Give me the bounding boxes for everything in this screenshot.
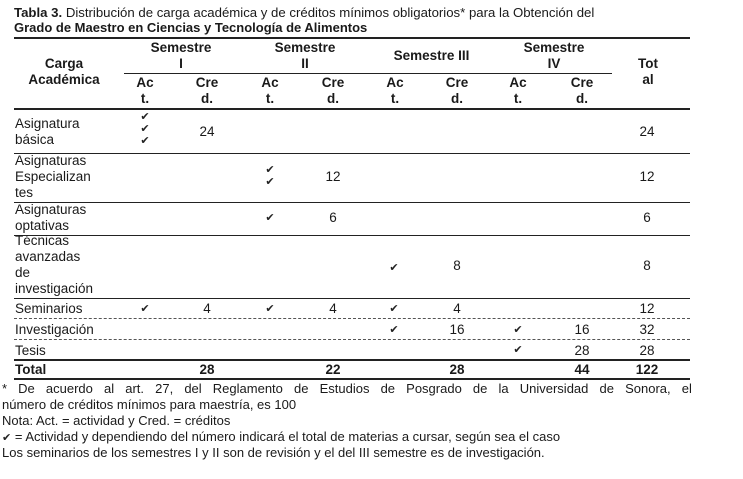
footnote-word: la (498, 381, 509, 396)
footnote-word: acuerdo (45, 381, 93, 396)
top-rule (14, 37, 690, 39)
subheader-cred-4: Cre d. (570, 75, 594, 106)
subheader-cred-2: Cre d. (321, 75, 345, 106)
caption-label: Tabla 3. (14, 5, 63, 20)
footnote-word: Posgrado (406, 381, 462, 396)
total-s3: 28 (449, 362, 465, 377)
footnote-word: * (2, 381, 8, 396)
cell-s3-cred: 16 (449, 322, 465, 337)
caption-title: Grado de Maestro en Ciencias y Tecnología de Alimentos (14, 20, 368, 35)
footnote-word: del (184, 381, 202, 396)
row-rule (14, 202, 690, 203)
cell-s1-cred: 24 (199, 124, 215, 139)
row-rule (14, 298, 690, 299)
footnote-word: al (104, 381, 115, 396)
cell-s3-cred: 8 (453, 258, 461, 273)
footnote-reglamento-line2: número de créditos mínimos para maestría, es 100 (2, 397, 297, 412)
footnote-word: art. (125, 381, 145, 396)
header-rule (14, 108, 690, 110)
row-label-seminarios: Seminarios (15, 301, 83, 316)
table-caption (14, 5, 729, 20)
footnote-reglamento (2, 381, 692, 397)
cell-s1-cred: 4 (203, 301, 211, 316)
row-rule (14, 339, 690, 340)
footnote-word: de (472, 381, 488, 396)
footnote-word: Universidad (519, 381, 589, 396)
total-s2: 22 (325, 362, 341, 377)
footnote-word: Reglamento (212, 381, 283, 396)
row-label-tecnicas-avanzadas: Técnicas avanzadas de investigación (15, 233, 94, 296)
row-label-asignatura-basica: Asignatura básica (15, 116, 80, 147)
check-icon: ✔ (140, 303, 150, 315)
cell-total: 28 (639, 343, 655, 358)
row-rule (14, 235, 690, 236)
check-icon: ✔ ✔ (265, 164, 275, 188)
check-icon: ✔ (513, 324, 523, 336)
row-rule (14, 153, 690, 154)
subheader-cred-3: Cre d. (445, 75, 469, 106)
cell-total: 6 (643, 210, 651, 225)
check-icon: ✔ (389, 324, 399, 336)
row-label-investigacion: Investigación (15, 322, 94, 337)
subheader-cred-1: Cre d. (195, 75, 219, 106)
bottom-rule (14, 378, 690, 380)
total-label: Total (15, 362, 47, 377)
total-rule (14, 359, 690, 361)
cell-total: 12 (639, 169, 655, 184)
subheader-act-1: Ac t. (136, 75, 154, 106)
semester-rule (124, 73, 612, 74)
check-icon: ✔ ✔ ✔ (140, 111, 150, 147)
footnote-word: Estudios (319, 381, 370, 396)
cell-total: 8 (643, 258, 651, 273)
cell-total: 12 (639, 301, 655, 316)
row-label-asignaturas-especializantes: Asignaturas Especializan tes (15, 153, 91, 200)
cell-s4-cred: 28 (574, 343, 590, 358)
footnote-word: 27, (155, 381, 174, 396)
subheader-act-2: Ac t. (261, 75, 279, 106)
cell-s2-cred: 12 (325, 169, 341, 184)
cell-total: 24 (639, 124, 655, 139)
check-icon: ✔ (265, 303, 275, 315)
header-semestre-4: Semestre IV (523, 40, 585, 71)
cell-s3-cred: 4 (453, 301, 461, 316)
footnote-word: de (294, 381, 309, 396)
check-icon: ✔ (2, 432, 12, 444)
footnote-word: de (380, 381, 396, 396)
footnote-word: De (18, 381, 35, 396)
total-s1: 28 (199, 362, 215, 377)
cell-s2-cred: 4 (329, 301, 337, 316)
check-icon: ✔ (389, 262, 399, 274)
header-semestre-3: Semestre III (393, 48, 470, 63)
check-icon: ✔ (513, 344, 523, 356)
footnote-word: Sonora, (625, 381, 671, 396)
header-total: Tot al (638, 56, 658, 87)
note-actividad-text: = Actividad y dependiendo del número indicará el total de materias a cursar, según sea el caso (14, 429, 561, 444)
row-label-tesis: Tesis (15, 343, 46, 358)
footnote-word: el (681, 381, 692, 396)
note-abreviaturas: Nota: Act. = actividad y Cred. = créditos (2, 413, 231, 428)
cell-s2-cred: 6 (329, 210, 337, 225)
check-icon: ✔ (389, 303, 399, 315)
note-seminarios: Los seminarios de los semestres I y II son de revisión y el del III semestre es de investigación. (2, 445, 545, 460)
cell-total: 32 (639, 322, 655, 337)
caption-text: Distribución de carga académica y de créditos mínimos obligatorios* para la Obtención del (65, 5, 595, 20)
note-actividad (2, 429, 727, 445)
header-carga: Carga Académica (28, 56, 100, 87)
total-s4: 44 (574, 362, 590, 377)
subheader-act-4: Ac t. (509, 75, 527, 106)
header-semestre-1: Semestre I (150, 40, 212, 71)
cell-s4-cred: 16 (574, 322, 590, 337)
row-label-asignaturas-optativas: Asignaturas optativas (15, 202, 87, 233)
header-semestre-2: Semestre II (274, 40, 336, 71)
check-icon: ✔ (265, 212, 275, 224)
total-grand: 122 (635, 362, 659, 377)
footnote-word: de (599, 381, 614, 396)
subheader-act-3: Ac t. (386, 75, 404, 106)
row-rule (14, 318, 690, 319)
